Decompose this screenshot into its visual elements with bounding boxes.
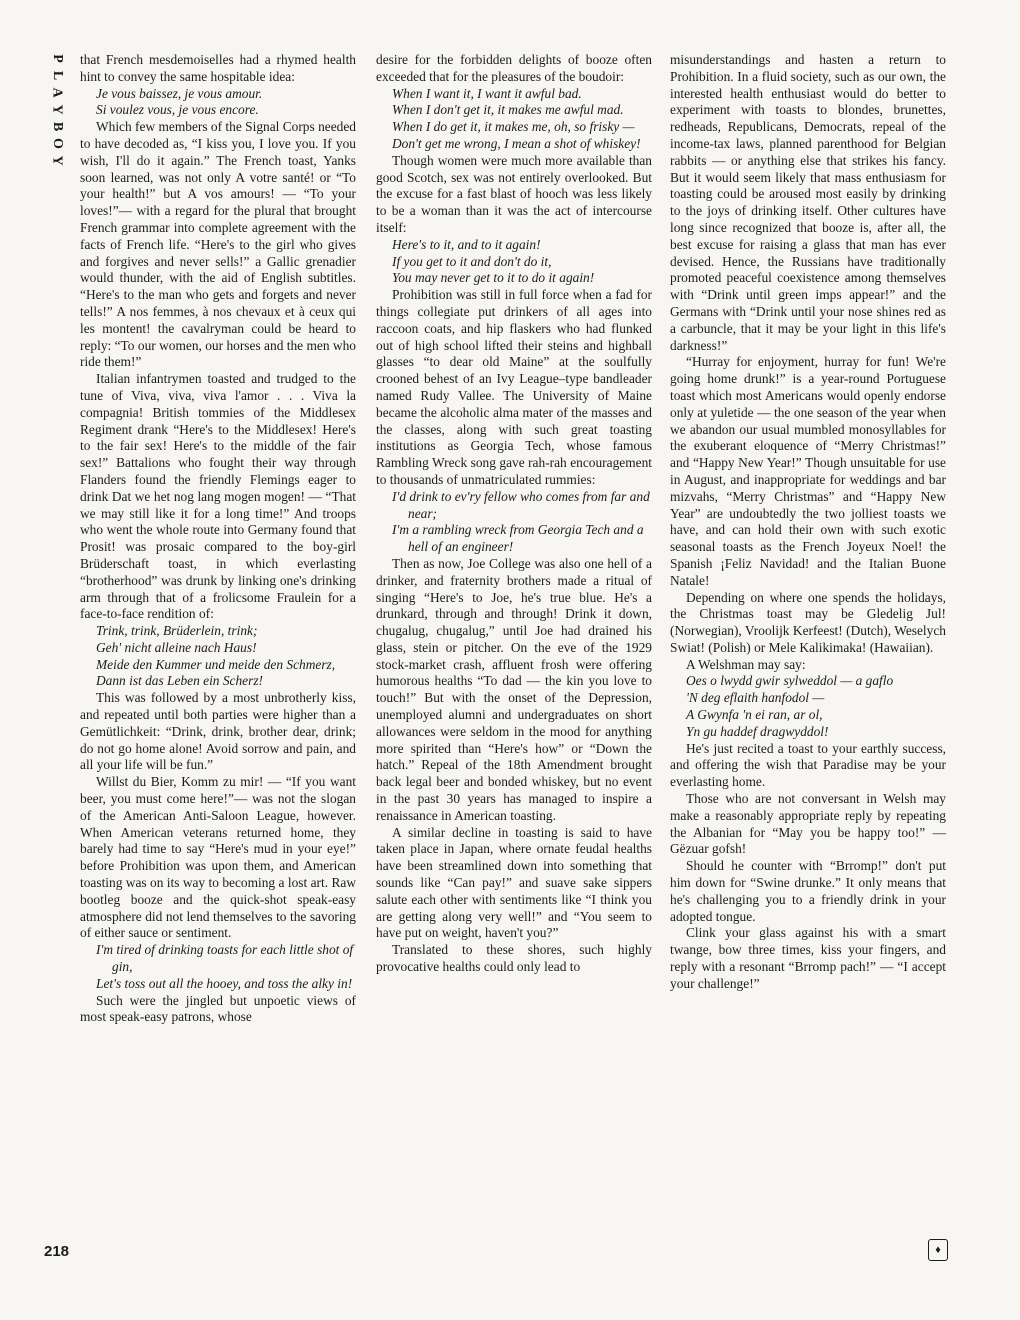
- body-paragraph: Depending on where one spends the holidays, the Christmas toast may be Gledelig Jul! (Norwegian), Vroolijk Kerfeest! (Dutch), Weselych Swiat! (Polish) or Mele Kalikimaka! (Hawaiian).: [670, 589, 946, 655]
- verse-line: A Gwynfa 'n ei ran, ar ol,: [686, 707, 823, 723]
- body-paragraph: that French mesdemoiselles had a rhymed health hint to convey the same hospitable idea:: [80, 52, 356, 84]
- body-paragraph: Clink your glass against his with a smart twange, bow three times, kiss your fingers, and reply with a resonant “Brromp pach!” — “I accept your challenge!”: [670, 925, 946, 991]
- brand-letter: P: [49, 54, 65, 63]
- body-paragraph: desire for the forbidden delights of booze often exceeded that for the pleasures of the boudoir:: [376, 52, 652, 84]
- brand-letter: B: [49, 121, 65, 132]
- verse-line: When I do get it, it makes me, oh, so frisky —: [392, 119, 635, 135]
- verse-line: Don't get me wrong, I mean a shot of whiskey!: [392, 135, 641, 151]
- verse-line: You may never get to it to do it again!: [392, 270, 595, 286]
- verse-line: Dann ist das Leben ein Scherz!: [96, 673, 263, 689]
- body-paragraph: A Welshman may say:: [686, 656, 806, 672]
- verse-line: I'm tired of drinking toasts for each little shot of gin,: [96, 942, 354, 975]
- verse-block: [80, 623, 356, 690]
- verse-line: When I want it, I want it awful bad.: [392, 85, 582, 101]
- verse-block: [80, 86, 356, 120]
- article-column-2: [376, 52, 652, 976]
- verse-line: Let's toss out all the hooey, and toss the alky in!: [96, 975, 353, 991]
- body-paragraph: He's just recited a toast to your earthly success, and offering the wish that Paradise may be your everlasting home.: [670, 740, 946, 790]
- brand-letter: Y: [49, 155, 65, 166]
- body-paragraph: Should he counter with “Brromp!” don't put him down for “Swine drunke.” It only means that he's challenging you to a friendly drink in your adopted tongue.: [670, 858, 946, 924]
- brand-letter: O: [49, 138, 65, 149]
- body-paragraph: “Hurray for enjoyment, hurray for fun! We're going home drunk!” is a year-round Portuguese toast which most Americans would openly endorse only at yuletide — the one season of the year when we abandon our usual mumbled monosyllables for the exuberant eloquence of “Merry Christmas!” and “Happy New Year!” Though unsuitable for use in August, and inappropriate for weddings and bar mizvahs, “Merry Christmas” and “Happy New Year” are undoubtedly the two jolliest toasts we have, and can hold their own with such exotic seasonal toasts as the French Joyeux Noel! the Spanish ¡Feliz Navidad! and the Italian Buone Natale!: [670, 354, 946, 588]
- verse-line: Geh' nicht alleine nach Haus!: [96, 639, 257, 655]
- brand-letter: L: [49, 70, 65, 81]
- verse-block: [670, 673, 946, 740]
- page-number: 218: [44, 1243, 70, 1260]
- magazine-side-title: [49, 50, 65, 169]
- brand-letter: A: [49, 87, 65, 98]
- brand-letter: Y: [49, 104, 65, 115]
- verse-line: Here's to it, and to it again!: [392, 236, 541, 252]
- rabbit-head-icon: ♦: [928, 1239, 948, 1261]
- body-paragraph: Italian infantrymen toasted and trudged to the tune of Viva, viva, viva l'amor . . . Viva la compagnia! British tommies of the Middlesex Regiment drank “Here's to the Middlesex! Here's to the fair sex! Here's to the middle of the fair sex!” Battalions who fought their way through Flanders found the friendly Flemings eager to drink Dat we het nog lang mogen mogen! — “That we may still like it for a long time!” And troops who went the whole route into Germany found that Prosit! was prosaic compared to the boy-girl Brüderschaft toast, in which everlasting “brotherhood” was drunk by linking one's drinking arm through that of a frolicsome Fraulein for a face-to-face rendition of:: [80, 371, 356, 622]
- body-paragraph: Translated to these shores, such highly provocative healths could only lead to: [376, 942, 652, 975]
- body-paragraph: Willst du Bier, Komm zu mir! — “If you want beer, you must come here!”— was not the slogan of the American Anti-Saloon League, however. When American veterans returned home, they barely had time to say “Here's mud in your eye!” before Prohibition was upon them, and American toasting was on its way to becoming a lost art. Raw bootleg booze and the quick-shot speak-easy atmosphere did not lend themselves to the savoring of either sauce or sentiment.: [80, 774, 356, 941]
- verse-line: I'm a rambling wreck from Georgia Tech and a hell of an engineer!: [392, 522, 644, 555]
- body-paragraph: This was followed by a most unbrotherly kiss, and repeated until both parties were higher than a Gemütlichkeit: “Drink, drink, brother dear, drink; do not go home alone! Avoid sorrow and pain, and all your life will be fun.”: [80, 690, 356, 773]
- body-paragraph: Such were the jingled but unpoetic views of most speak-easy patrons, whose: [80, 992, 356, 1025]
- verse-line: When I don't get it, it makes me awful mad.: [392, 102, 624, 118]
- body-paragraph: Prohibition was still in full force when a fad for things collegiate put drinkers of all ages into raccoon coats, and hip flaskers who had flunked out of high school lifted their steins and highball glasses “to dear old Maine” at the soulfully crooned behest of an Ivy League–type bandleader named Rudy Vallee. The University of Maine became the alcoholic alma mater of the masses and the classes, along with such great toasting institutions as Georgia Tech, whose famous Rambling Wreck song gave rah-rah encouragement to thousands of unmatriculated rummies:: [376, 287, 652, 487]
- verse-line: Je vous baissez, je vous amour.: [96, 85, 263, 101]
- verse-line: Si voulez vous, je vous encore.: [96, 102, 259, 118]
- article-column-3: [670, 52, 946, 993]
- verse-line: Oes o lwydd gwir sylweddol — a gaflo: [686, 673, 894, 689]
- verse-block: [376, 237, 652, 287]
- verse-block: [376, 86, 652, 153]
- body-paragraph: A similar decline in toasting is said to have taken place in Japan, where ornate feudal healths have been streamlined down into something that sounds like “Can pay!” and suave sake sippers salute each other with sentiments like “I think you are getting along very well!” and “You seem to have put on weight, haven't you?”: [376, 824, 652, 941]
- article-column-1: [80, 52, 356, 1026]
- verse-block: [80, 942, 356, 992]
- body-paragraph: misunderstandings and hasten a return to Prohibition. In a fluid society, such as our own, the interested health enthusiast would do better to experiment with toasts to blondes, brunettes, redheads, Republicans, Democrats, repeal of the income-tax laws, planned parenthood for Belgian rabbits — or anything else that strikes his fancy. But it would seem likely that mass enthusiasm for toasting could be aroused most easily by drinking to the joys of drinking itself. Other cultures have long since recognized that booze is, after all, the best excuse for raising a glass that man has ever devised. Hence, the Russians have traditionally promoted peaceful coexistence among themselves with “Drink until green imps appear!” and the Germans with “Drink until your nose shines red as a carbuncle, that it may be your light in this life's darkness!”: [670, 52, 946, 353]
- body-paragraph: Which few members of the Signal Corps needed to have decoded as, “I kiss you, I love you. If you wish, I'll do it again.” The French toast, Yanks soon learned, was not only A votre santé! or “To your health!” but A vos amours! — “To your loves!”— with a regard for the plural that brought French grammar into complete agreement with the facts of French life. “Here's to the girl who gives and forgives and never sells!” a Gallic grenadier would thunder, with the aid of English subtitles. “Here's to the man who gets and forgets and never tells!” A nos femmes, à nos chevaux et à ceux qui les montent! the cavalryman could be heard to reply: “To our women, our horses and the men who ride them!”: [80, 119, 356, 370]
- body-paragraph: Those who are not conversant in Welsh may make a reasonably appropriate reply by repeating the Albanian for “May you be happy too!” — Gëzuar gofsh!: [670, 791, 946, 857]
- verse-line: 'N deg eflaith hanfodol —: [686, 690, 825, 706]
- verse-line: Trink, trink, Brüderlein, trink;: [96, 623, 258, 639]
- verse-line: Yn gu haddef dragwyddol!: [686, 723, 829, 739]
- verse-line: Meide den Kummer und meide den Schmerz,: [96, 656, 336, 672]
- verse-line: If you get to it and don't do it,: [392, 253, 552, 269]
- verse-line: I'd drink to ev'ry fellow who comes from far and near;: [392, 488, 650, 521]
- body-paragraph: Though women were much more available than good Scotch, sex was not entirely overlooked. But the excuse for a fast blast of hooch was less likely to be a woman than it was the act of intercourse itself:: [376, 152, 652, 235]
- body-paragraph: Then as now, Joe College was also one hell of a drinker, and fraternity brothers made a ritual of singing “Here's to Joe, he's true blue. He's a drunkard, through and through! Drink it down, chugalug, chugalug,” until Joe had drained his glass, stein or pitcher. On the eve of the 1929 stock-market crash, affluent frosh were offering humorous healths “To dad — the kin you love to touch!” But with the onset of the Depression, unemployed alumni and undergraduates on short allowances were seldom in the mood for anything more spirited than “Here's how” or “Down the hatch.” Repeal of the 18th Amendment brought back legal beer and bonded whiskey, but no event in the past 30 years has managed to inspire a renaissance in American toasting.: [376, 555, 652, 823]
- verse-block: [376, 489, 652, 556]
